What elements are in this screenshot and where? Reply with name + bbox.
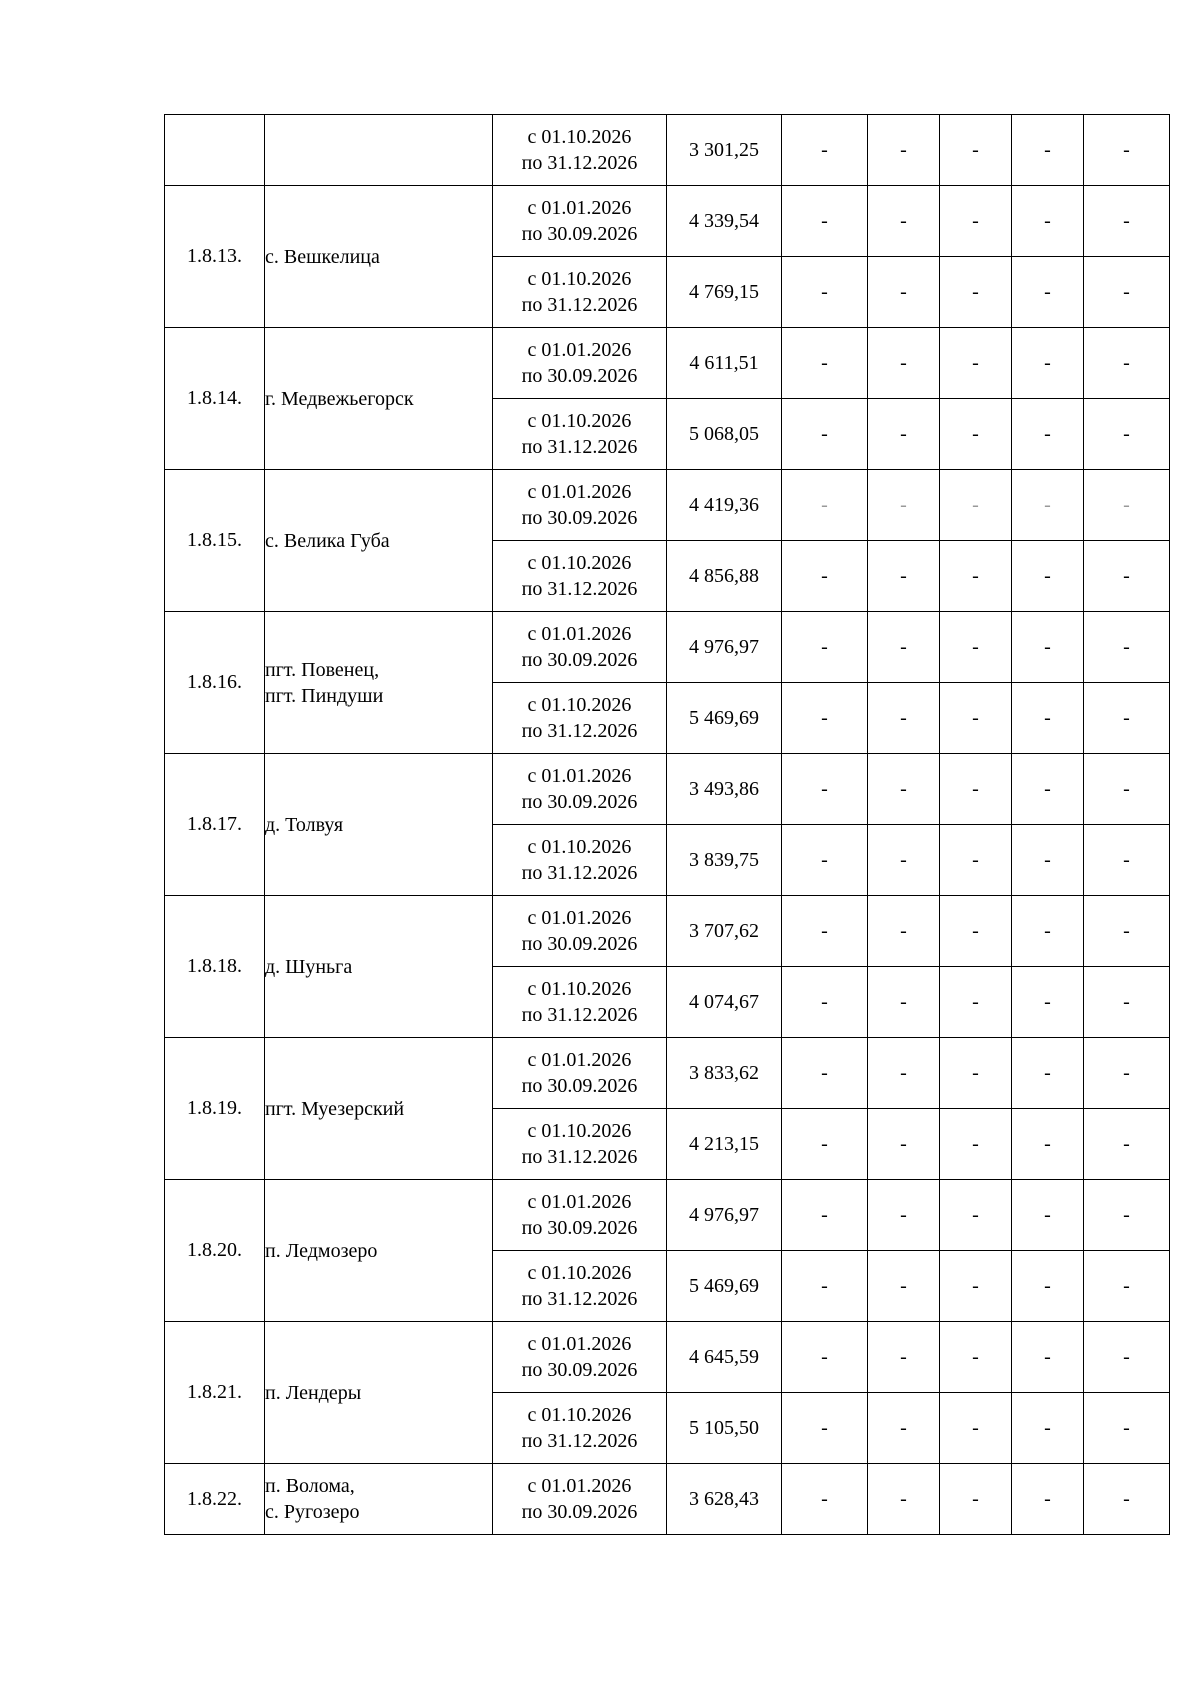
dash-cell: -	[1012, 825, 1084, 896]
dash-cell: -	[868, 1464, 940, 1535]
period-cell: с 01.01.2026 по 30.09.2026	[493, 186, 667, 257]
dash-cell: -	[940, 683, 1012, 754]
price-cell: 3 493,86	[667, 754, 782, 825]
period-cell: с 01.01.2026 по 30.09.2026	[493, 1180, 667, 1251]
dash-cell: -	[940, 115, 1012, 186]
price-cell: 4 611,51	[667, 328, 782, 399]
period-cell: с 01.01.2026 по 30.09.2026	[493, 754, 667, 825]
dash-cell: -	[782, 967, 868, 1038]
dash-cell: -	[940, 257, 1012, 328]
item-number-cell: 1.8.14.	[165, 328, 265, 470]
period-cell: с 01.01.2026 по 30.09.2026	[493, 612, 667, 683]
dash-cell: -	[1012, 470, 1084, 541]
dash-cell: -	[1012, 1109, 1084, 1180]
dash-cell: -	[782, 115, 868, 186]
place-cell: п. Лендеры	[265, 1322, 493, 1464]
period-cell: с 01.01.2026 по 30.09.2026	[493, 896, 667, 967]
dash-cell: -	[868, 1251, 940, 1322]
period-cell: с 01.10.2026 по 31.12.2026	[493, 1109, 667, 1180]
price-cell: 4 976,97	[667, 1180, 782, 1251]
dash-cell: -	[782, 470, 868, 541]
dash-cell: -	[782, 1393, 868, 1464]
dash-cell: -	[1012, 1180, 1084, 1251]
dash-cell: -	[782, 754, 868, 825]
price-cell: 4 074,67	[667, 967, 782, 1038]
period-cell: с 01.10.2026 по 31.12.2026	[493, 1251, 667, 1322]
table-row	[165, 470, 1170, 541]
dash-cell: -	[782, 612, 868, 683]
period-cell: с 01.01.2026 по 30.09.2026	[493, 1464, 667, 1535]
dash-cell: -	[1084, 967, 1170, 1038]
dash-cell: -	[940, 1464, 1012, 1535]
dash-cell: -	[782, 541, 868, 612]
dash-cell: -	[940, 825, 1012, 896]
dash-cell: -	[782, 1109, 868, 1180]
table-row	[165, 115, 1170, 186]
dash-cell: -	[868, 612, 940, 683]
table-row	[165, 1180, 1170, 1251]
dash-cell: -	[782, 1464, 868, 1535]
period-cell: с 01.10.2026 по 31.12.2026	[493, 1393, 667, 1464]
table-row	[165, 1322, 1170, 1393]
dash-cell: -	[1084, 399, 1170, 470]
price-cell: 3 707,62	[667, 896, 782, 967]
dash-cell: -	[1012, 896, 1084, 967]
dash-cell: -	[782, 328, 868, 399]
dash-cell: -	[782, 1180, 868, 1251]
period-cell: с 01.01.2026 по 30.09.2026	[493, 470, 667, 541]
dash-cell: -	[940, 470, 1012, 541]
dash-cell: -	[868, 328, 940, 399]
place-cell: д. Шуньга	[265, 896, 493, 1038]
dash-cell: -	[1084, 1251, 1170, 1322]
dash-cell: -	[782, 399, 868, 470]
table-row	[165, 186, 1170, 257]
dash-cell: -	[940, 896, 1012, 967]
dash-cell: -	[940, 328, 1012, 399]
dash-cell: -	[1084, 1109, 1170, 1180]
dash-cell: -	[868, 1038, 940, 1109]
price-cell: 4 856,88	[667, 541, 782, 612]
place-cell: п. Волома, с. Ругозеро	[265, 1464, 493, 1535]
dash-cell: -	[940, 1038, 1012, 1109]
table-row	[165, 328, 1170, 399]
dash-cell: -	[868, 1322, 940, 1393]
dash-cell: -	[1084, 115, 1170, 186]
dash-cell: -	[782, 1251, 868, 1322]
dash-cell: -	[868, 1180, 940, 1251]
dash-cell: -	[1012, 115, 1084, 186]
item-number-cell	[165, 115, 265, 186]
dash-cell: -	[940, 967, 1012, 1038]
period-cell: с 01.01.2026 по 30.09.2026	[493, 1038, 667, 1109]
place-cell: п. Ледмозеро	[265, 1180, 493, 1322]
dash-cell: -	[868, 541, 940, 612]
price-cell: 4 645,59	[667, 1322, 782, 1393]
dash-cell: -	[868, 186, 940, 257]
dash-cell: -	[940, 399, 1012, 470]
dash-cell: -	[940, 1251, 1012, 1322]
item-number-cell: 1.8.21.	[165, 1322, 265, 1464]
dash-cell: -	[1084, 1038, 1170, 1109]
dash-cell: -	[1084, 683, 1170, 754]
period-cell: с 01.10.2026 по 31.12.2026	[493, 825, 667, 896]
period-cell: с 01.10.2026 по 31.12.2026	[493, 399, 667, 470]
dash-cell: -	[1084, 754, 1170, 825]
table-row	[165, 754, 1170, 825]
price-cell: 3 301,25	[667, 115, 782, 186]
dash-cell: -	[782, 896, 868, 967]
dash-cell: -	[782, 683, 868, 754]
dash-cell: -	[868, 896, 940, 967]
price-cell: 3 839,75	[667, 825, 782, 896]
item-number-cell: 1.8.18.	[165, 896, 265, 1038]
price-cell: 4 976,97	[667, 612, 782, 683]
place-cell: пгт. Муезерский	[265, 1038, 493, 1180]
price-cell: 4 339,54	[667, 186, 782, 257]
dash-cell: -	[940, 541, 1012, 612]
tariff-table	[164, 114, 1170, 1535]
table-row	[165, 612, 1170, 683]
dash-cell: -	[782, 186, 868, 257]
item-number-cell: 1.8.13.	[165, 186, 265, 328]
dash-cell: -	[1084, 1464, 1170, 1535]
dash-cell: -	[868, 683, 940, 754]
dash-cell: -	[940, 1109, 1012, 1180]
dash-cell: -	[782, 1038, 868, 1109]
item-number-cell: 1.8.19.	[165, 1038, 265, 1180]
dash-cell: -	[1012, 257, 1084, 328]
dash-cell: -	[1084, 1322, 1170, 1393]
dash-cell: -	[940, 754, 1012, 825]
price-cell: 4 419,36	[667, 470, 782, 541]
item-number-cell: 1.8.15.	[165, 470, 265, 612]
dash-cell: -	[1084, 186, 1170, 257]
dash-cell: -	[1084, 896, 1170, 967]
dash-cell: -	[1084, 541, 1170, 612]
dash-cell: -	[1012, 612, 1084, 683]
dash-cell: -	[868, 1109, 940, 1180]
item-number-cell: 1.8.22.	[165, 1464, 265, 1535]
dash-cell: -	[940, 612, 1012, 683]
period-cell: с 01.01.2026 по 30.09.2026	[493, 328, 667, 399]
dash-cell: -	[868, 967, 940, 1038]
dash-cell: -	[1012, 1322, 1084, 1393]
period-cell: с 01.10.2026 по 31.12.2026	[493, 257, 667, 328]
dash-cell: -	[1012, 754, 1084, 825]
price-cell: 4 213,15	[667, 1109, 782, 1180]
dash-cell: -	[940, 1180, 1012, 1251]
price-cell: 3 628,43	[667, 1464, 782, 1535]
dash-cell: -	[1084, 1393, 1170, 1464]
dash-cell: -	[1012, 1038, 1084, 1109]
dash-cell: -	[1012, 967, 1084, 1038]
dash-cell: -	[868, 257, 940, 328]
place-cell: г. Медвежьегорск	[265, 328, 493, 470]
place-cell	[265, 115, 493, 186]
place-cell: пгт. Повенец, пгт. Пиндуши	[265, 612, 493, 754]
period-cell: с 01.01.2026 по 30.09.2026	[493, 1322, 667, 1393]
item-number-cell: 1.8.20.	[165, 1180, 265, 1322]
dash-cell: -	[1084, 1180, 1170, 1251]
dash-cell: -	[868, 399, 940, 470]
dash-cell: -	[940, 1322, 1012, 1393]
dash-cell: -	[1012, 1393, 1084, 1464]
dash-cell: -	[1012, 399, 1084, 470]
price-cell: 5 469,69	[667, 1251, 782, 1322]
place-cell: с. Вешкелица	[265, 186, 493, 328]
dash-cell: -	[1084, 612, 1170, 683]
dash-cell: -	[782, 1322, 868, 1393]
dash-cell: -	[782, 825, 868, 896]
dash-cell: -	[1012, 1251, 1084, 1322]
price-cell: 5 105,50	[667, 1393, 782, 1464]
price-cell: 4 769,15	[667, 257, 782, 328]
dash-cell: -	[1084, 470, 1170, 541]
price-cell: 5 068,05	[667, 399, 782, 470]
item-number-cell: 1.8.16.	[165, 612, 265, 754]
dash-cell: -	[868, 825, 940, 896]
dash-cell: -	[1012, 683, 1084, 754]
item-number-cell: 1.8.17.	[165, 754, 265, 896]
dash-cell: -	[868, 470, 940, 541]
dash-cell: -	[1012, 186, 1084, 257]
dash-cell: -	[782, 257, 868, 328]
dash-cell: -	[1084, 257, 1170, 328]
dash-cell: -	[940, 1393, 1012, 1464]
dash-cell: -	[940, 186, 1012, 257]
dash-cell: -	[868, 1393, 940, 1464]
period-cell: с 01.10.2026 по 31.12.2026	[493, 541, 667, 612]
price-cell: 5 469,69	[667, 683, 782, 754]
period-cell: с 01.10.2026 по 31.12.2026	[493, 683, 667, 754]
dash-cell: -	[1012, 328, 1084, 399]
dash-cell: -	[1084, 328, 1170, 399]
dash-cell: -	[1012, 541, 1084, 612]
table-row	[165, 1464, 1170, 1535]
table-row	[165, 1038, 1170, 1109]
dash-cell: -	[868, 115, 940, 186]
place-cell: с. Велика Губа	[265, 470, 493, 612]
table-row	[165, 896, 1170, 967]
period-cell: с 01.10.2026 по 31.12.2026	[493, 115, 667, 186]
dash-cell: -	[868, 754, 940, 825]
dash-cell: -	[1012, 1464, 1084, 1535]
period-cell: с 01.10.2026 по 31.12.2026	[493, 967, 667, 1038]
dash-cell: -	[1084, 825, 1170, 896]
place-cell: д. Толвуя	[265, 754, 493, 896]
price-cell: 3 833,62	[667, 1038, 782, 1109]
